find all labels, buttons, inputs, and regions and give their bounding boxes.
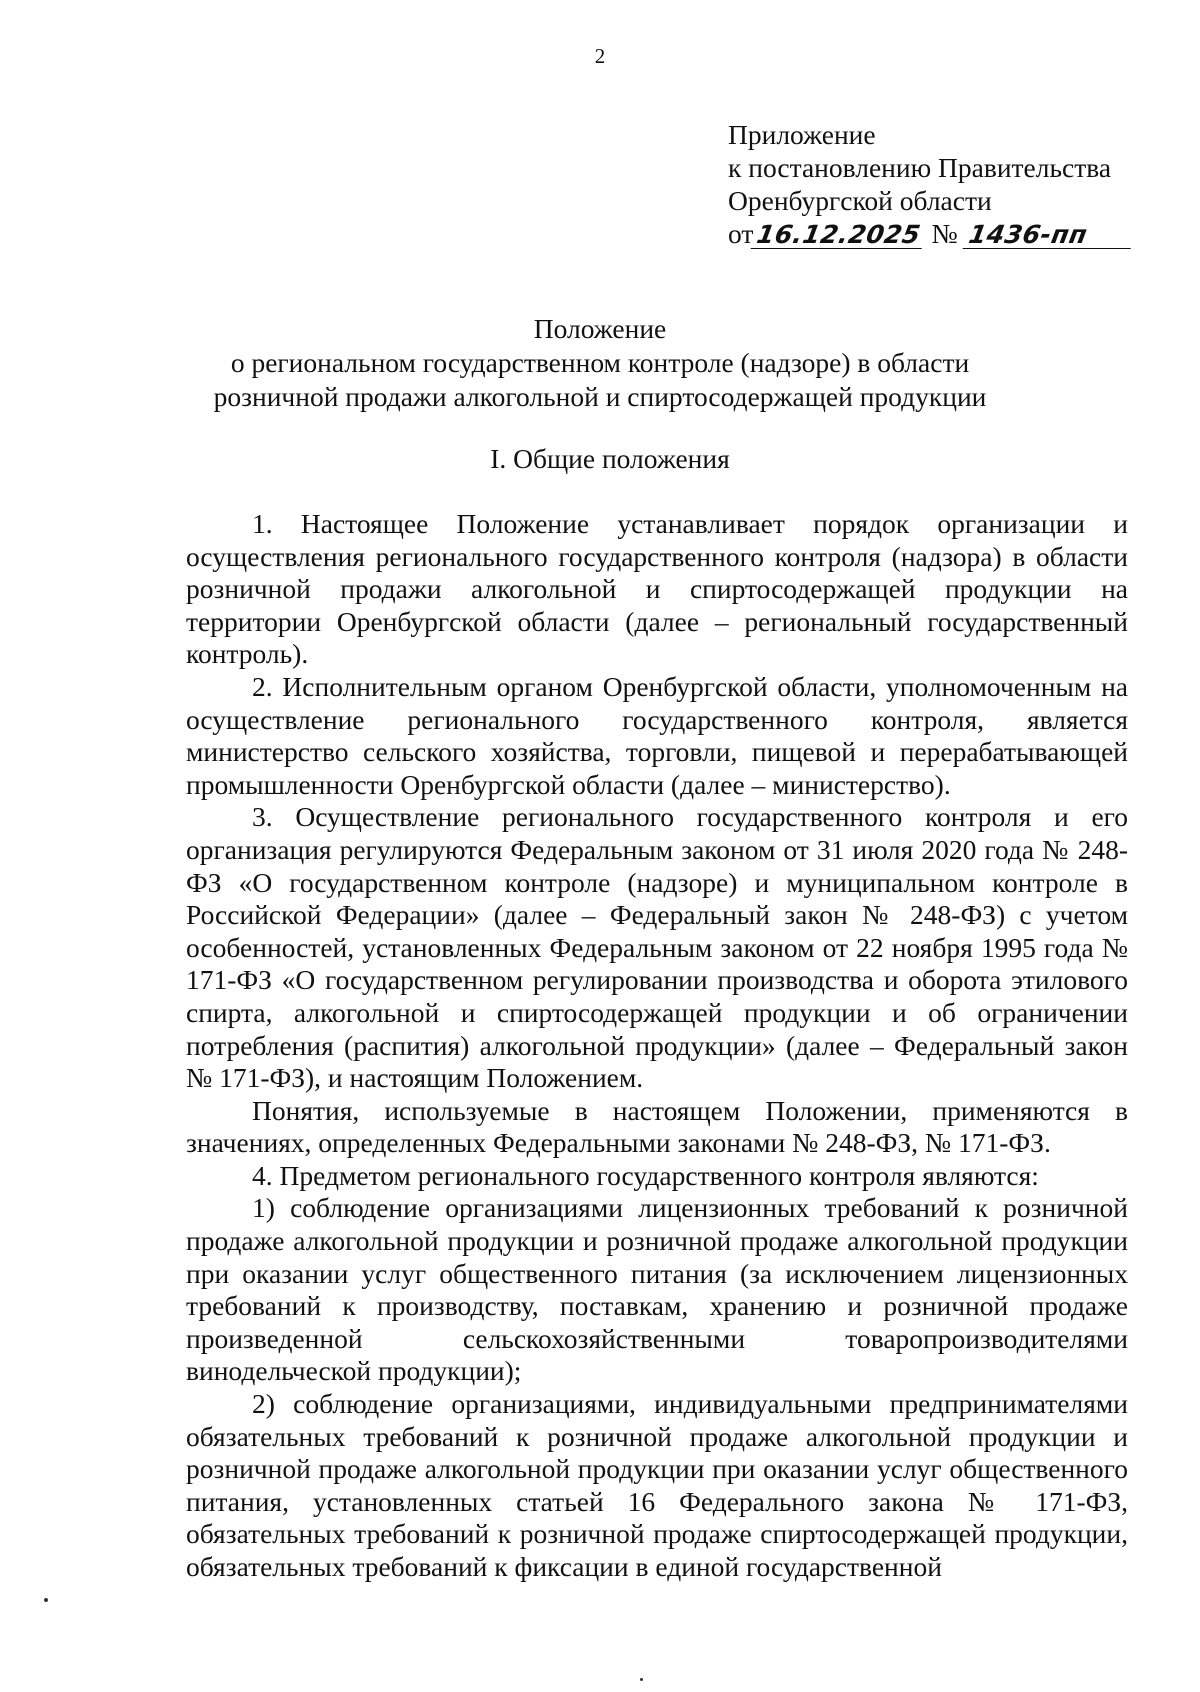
title-line: о региональном государственном контроле (надзоре) в области: [230, 347, 970, 378]
document-title: [0, 312, 1200, 414]
scan-speck: [640, 1678, 643, 1681]
appendix-block: [728, 118, 1133, 250]
paragraph: 4. Предметом регионального государственного контроля являются:: [252, 1159, 1039, 1191]
appendix-date-number-line: [728, 217, 1133, 250]
appendix-line: Оренбургской области: [728, 185, 992, 216]
appendix-line: к постановлению Правительства: [728, 152, 1112, 183]
handwritten-number: 1436-пп: [962, 222, 1135, 249]
paragraph: 1. Настоящее Положение устанавливает порядок организации и осуществления регионального государственного контроля (надзора) в области розничной продажи алкогольной и спиртосодержащей продукции на территории Оренбургской области (далее – региональный государственный контроль).: [186, 508, 1128, 670]
date-prefix: от: [728, 218, 754, 249]
section-heading: I. Общие положения: [490, 443, 730, 474]
body-text: [186, 508, 1128, 1584]
number-prefix: №: [931, 218, 958, 249]
scan-speck: [44, 1598, 48, 1602]
page-number: 2: [594, 44, 606, 68]
handwritten-date: 16.12.2025: [751, 222, 927, 249]
paragraph: 1) соблюдение организациями лицензионных требований к розничной продаже алкогольной продукции и розничной продаже алкогольной продукции при оказании услуг общественного питания (за исключением лицензионных требований к производству, поставкам, хранению и розничной продаже произведенной сельскохозяйственными товаропроизводителями винодельческой продукции);: [186, 1192, 1128, 1387]
paragraph: 2. Исполнительным органом Оренбургской области, уполномоченным на осуществление регионального государственного контроля, является министерство сельского хозяйства, торговли, пищевой и перерабатывающей промышленности Оренбургской области (далее – министерство).: [186, 670, 1128, 800]
appendix-line: Приложение: [728, 119, 876, 150]
paragraph: 3. Осуществление регионального государственного контроля и его организация регулируются Федеральным законом от 31 июля 2020 года № 248-ФЗ «О государственном контроле (надзоре) и муниципальном контроле в Российской Федерации» (далее – Федеральный закон № 248-ФЗ) с учетом особенностей, установленных Федеральным законом от 22 ноября 1995 года № 171-ФЗ «О государственном регулировании производства и оборота этилового спирта, алкогольной и спиртосодержащей продукции и об ограничении потребления (распития) алкогольной продукции» (далее – Федеральный закон № 171-ФЗ), и настоящим Положением.: [186, 801, 1128, 1094]
title-line: розничной продажи алкогольной и спиртосодержащей продукции: [213, 381, 987, 412]
title-line: Положение: [533, 313, 667, 344]
paragraph: 2) соблюдение организациями, индивидуальными предпринимателями обязательных требований к розничной продаже алкогольной продукции и розничной продаже алкогольной продукции при оказании услуг общественного питания, установленных статьей 16 Федерального закона № 171-ФЗ, обязательных требований к розничной продаже спиртосодержащей продукции, обязательных требований к фиксации в единой государственной: [186, 1388, 1128, 1582]
paragraph: Понятия, используемые в настоящем Положении, применяются в значениях, определенных Федеральными законами № 248-ФЗ, № 171-ФЗ.: [186, 1094, 1128, 1159]
